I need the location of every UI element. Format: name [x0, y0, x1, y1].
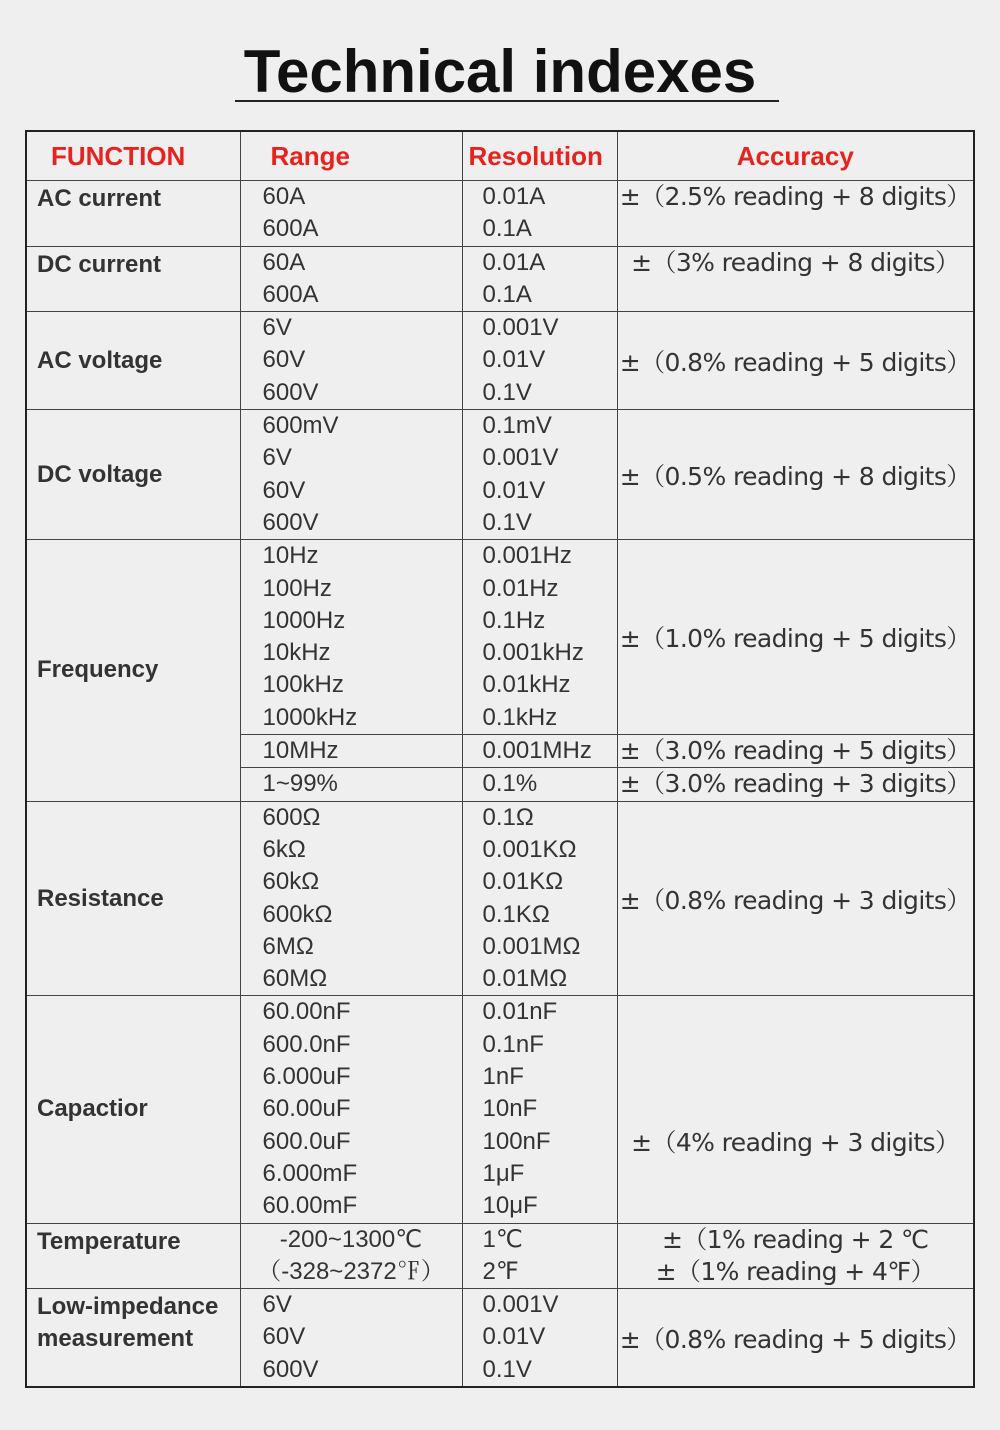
range-cell: [240, 768, 462, 801]
resolution-cell: [462, 540, 617, 735]
table-row-dc-voltage: [26, 410, 974, 540]
range-value: 6V: [262, 1291, 292, 1319]
range-value: 60A: [262, 183, 306, 210]
resolution-cell: [462, 312, 617, 410]
resolution-value: 0.1Ω: [482, 803, 534, 831]
spec-table: [25, 130, 975, 1388]
accuracy-cell: ±（0.8% reading + 5 digits）: [619, 1324, 971, 1354]
resolution-value: 0.1%: [482, 770, 538, 798]
resolution-value: 10μF: [482, 1192, 538, 1220]
resolution-value: 0.1mV: [482, 412, 552, 440]
resolution-value: 0.001Hz: [482, 542, 572, 570]
accuracy-cell: ±（0.8% reading + 5 digits）: [617, 312, 974, 410]
resolution-value: 0.001V: [482, 444, 559, 472]
resolution-cell: [462, 1289, 617, 1387]
function-cell: DC voltage: [26, 410, 240, 540]
table-row-capacitor: [26, 996, 974, 1223]
resolution-value: 0.01KΩ: [482, 868, 564, 896]
range-value: 60A: [262, 248, 306, 276]
accuracy-value: ±（2.5% reading + 8 digits）: [619, 182, 971, 211]
range-cell: [240, 801, 462, 996]
range-value: 60.00nF: [262, 998, 351, 1026]
range-value: 60MΩ: [262, 965, 328, 993]
range-value: 10Hz: [262, 542, 319, 570]
range-value: 10MHz: [262, 737, 339, 765]
resolution-value: 0.01nF: [482, 998, 558, 1026]
range-value: 600A: [262, 215, 319, 243]
resolution-value: 0.1V: [482, 1355, 532, 1383]
resolution-cell: [462, 1223, 617, 1289]
range-value: 60V: [262, 476, 306, 504]
accuracy-value: ±（1% reading + 4℉）: [655, 1256, 935, 1286]
resolution-value: 0.1Hz: [482, 606, 546, 634]
range-value: 60.00uF: [262, 1095, 351, 1123]
resolution-value: 0.01V: [482, 1323, 546, 1351]
header-resolution: Resolution: [462, 131, 617, 181]
range-value: 100kHz: [262, 671, 344, 699]
resolution-value: 0.1nF: [482, 1030, 544, 1058]
range-value: 600V: [262, 508, 319, 536]
resolution-cell: [462, 996, 617, 1223]
function-cell: Resistance: [26, 801, 240, 996]
table-row-ac-voltage: [26, 312, 974, 410]
range-value: 1000Hz: [262, 606, 346, 634]
table-row-dc-current: [26, 246, 974, 312]
accuracy-cell: [617, 768, 974, 801]
accuracy-cell: [617, 246, 974, 312]
table-row-low-impedance: [26, 1289, 974, 1387]
range-value: -200~1300℃: [279, 1225, 423, 1253]
range-cell: [240, 410, 462, 540]
function-line: measurement: [37, 1325, 194, 1353]
range-cell: [240, 181, 462, 247]
accuracy-value: ±（3% reading + 8 digits）: [631, 247, 960, 277]
function-cell: Temperature: [26, 1223, 240, 1289]
function-cell: DC current: [26, 246, 240, 312]
resolution-value: 0.01V: [482, 476, 546, 504]
table-row-ac-current: [26, 181, 974, 247]
resolution-value: 0.001kHz: [482, 639, 584, 667]
accuracy-cell: ±（1.0% reading + 5 digits）: [617, 540, 974, 735]
accuracy-value: ±（1% reading + 2 ℃: [662, 1224, 929, 1254]
range-value: 600V: [262, 1355, 319, 1383]
resolution-value: 10nF: [482, 1095, 538, 1123]
resolution-value: 0.001V: [482, 314, 559, 342]
accuracy-value: ±（3.0% reading + 5 digits）: [619, 736, 971, 766]
page-title: Technical indexes: [243, 38, 757, 105]
resolution-value: 0.01Hz: [482, 574, 559, 602]
range-value: （-328~2372℉）: [257, 1257, 445, 1285]
accuracy-cell: ±（0.8% reading + 3 digits）: [617, 801, 974, 996]
accuracy-cell: ±（0.5% reading + 8 digits）: [617, 410, 974, 540]
range-value: 1000kHz: [262, 703, 358, 731]
resolution-cell: [462, 410, 617, 540]
range-value: 600.0uF: [262, 1127, 351, 1155]
resolution-value: 0.01A: [482, 248, 546, 276]
header-range: Range: [240, 131, 462, 181]
range-cell: [240, 540, 462, 735]
range-value: 6MΩ: [262, 932, 314, 960]
range-value: 1~99%: [262, 770, 338, 798]
range-cell: [240, 1289, 462, 1387]
resolution-cell: [462, 768, 617, 801]
resolution-value: 0.001KΩ: [482, 835, 577, 863]
resolution-value: 0.01MΩ: [482, 965, 568, 993]
resolution-value: 0.001V: [482, 1291, 559, 1319]
range-value: 600A: [262, 280, 319, 308]
accuracy-cell: [617, 181, 974, 247]
resolution-value: 0.01kHz: [482, 671, 571, 699]
function-cell: AC voltage: [26, 312, 240, 410]
resolution-value: 1℃: [482, 1225, 523, 1253]
function-cell: Frequency: [26, 540, 240, 801]
resolution-value: 0.1V: [482, 378, 532, 406]
function-cell: AC current: [26, 181, 240, 247]
resolution-value: 2℉: [482, 1257, 519, 1285]
resolution-value: 0.1V: [482, 508, 532, 536]
title-underline: [235, 100, 779, 102]
resolution-value: 100nF: [482, 1127, 551, 1155]
range-value: 6kΩ: [262, 835, 306, 863]
resolution-value: 0.01V: [482, 346, 546, 374]
range-value: 60V: [262, 1323, 306, 1351]
accuracy-cell: ±（4% reading + 3 digits）: [617, 996, 974, 1223]
resolution-value: 1nF: [482, 1063, 524, 1091]
resolution-value: 0.001MΩ: [482, 932, 581, 960]
resolution-value: 0.1KΩ: [482, 900, 550, 928]
accuracy-value: ±（3.0% reading + 3 digits）: [619, 769, 971, 799]
resolution-cell: [462, 181, 617, 247]
resolution-value: 0.001MHz: [482, 737, 592, 765]
range-value: 60kΩ: [262, 868, 320, 896]
resolution-value: 0.01A: [482, 183, 546, 210]
range-value: 10kHz: [262, 639, 331, 667]
header-row: [26, 131, 974, 181]
accuracy-cell: [617, 1223, 974, 1289]
resolution-cell: [462, 801, 617, 996]
range-cell: [240, 1223, 462, 1289]
range-value: 60.00mF: [262, 1192, 358, 1220]
resolution-value: 0.1A: [482, 215, 532, 243]
resolution-value: 1μF: [482, 1159, 525, 1187]
range-cell: [240, 735, 462, 768]
range-value: 60V: [262, 346, 306, 374]
range-value: 6.000mF: [262, 1159, 358, 1187]
range-value: 600mV: [262, 412, 339, 440]
table-row-frequency: [26, 540, 974, 735]
range-value: 600Ω: [262, 803, 321, 831]
resolution-value: 0.1A: [482, 280, 532, 308]
range-cell: [240, 996, 462, 1223]
range-cell: [240, 312, 462, 410]
range-value: 600.0nF: [262, 1030, 351, 1058]
resolution-cell: [462, 246, 617, 312]
accuracy-cell: [617, 735, 974, 768]
range-value: 6.000uF: [262, 1063, 351, 1091]
header-function: FUNCTION: [26, 131, 240, 181]
function-cell: Capactior: [26, 996, 240, 1223]
table-row-resistance: [26, 801, 974, 996]
function-line: Low-impedance: [37, 1293, 219, 1321]
header-accuracy: Accuracy: [617, 131, 974, 181]
resolution-value: 0.1kHz: [482, 703, 558, 731]
range-value: 6V: [262, 314, 292, 342]
range-value: 6V: [262, 444, 292, 472]
function-cell: [26, 1289, 240, 1387]
range-value: 600V: [262, 378, 319, 406]
range-value: 100Hz: [262, 574, 332, 602]
range-value: 600kΩ: [262, 900, 333, 928]
resolution-cell: [462, 735, 617, 768]
range-cell: [240, 246, 462, 312]
table-row-temperature: [26, 1223, 974, 1289]
